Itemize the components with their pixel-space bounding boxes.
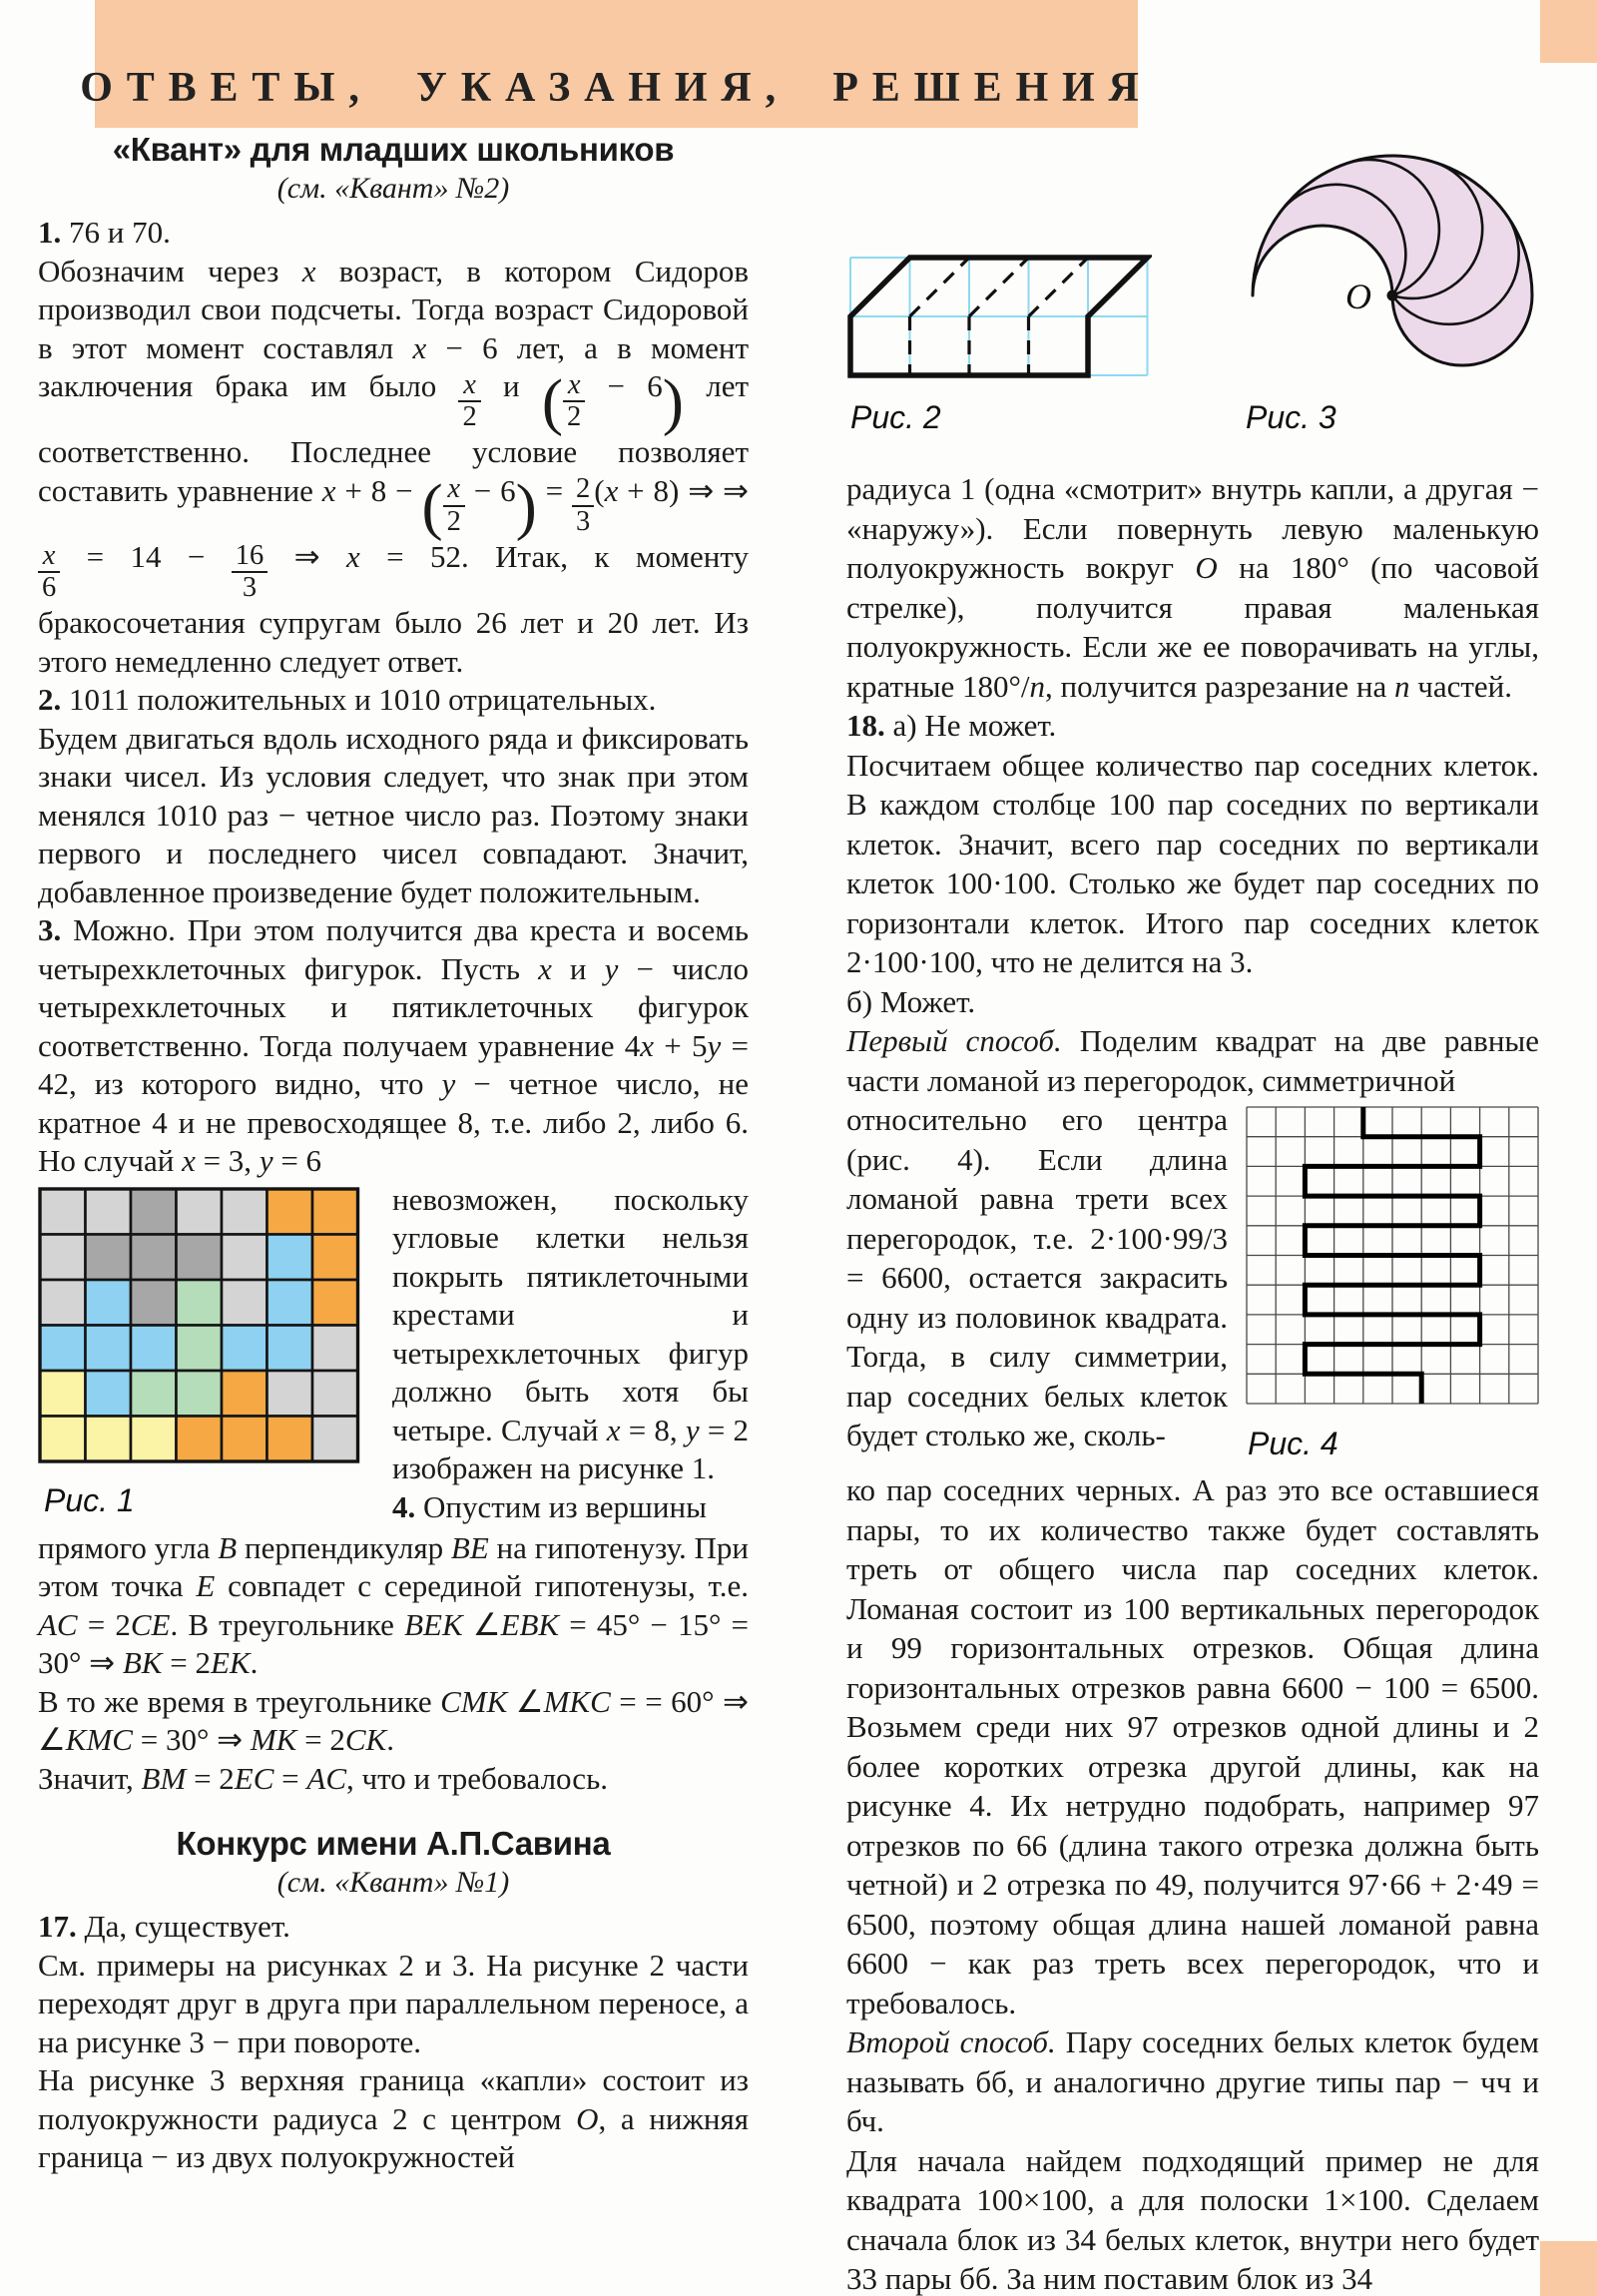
section-subheading-savin-contest: (см. «Квант» №1) [276,1866,510,1900]
answer-18b: б) Может. [846,983,976,1019]
solution-3-part1: 3. Можно. При этом получится два креста и восемь четырехклеточных фигурок. Пусть x и y − число четырехклеточных и пятиклеточных фигурок соответственно. Тогда получаем уравнение 4x + 5y = 42, из которого видно, что y − четное число, не кратное 4 и не превосходящее 8, т.е. либо 2, либо 6. Но случай x = 3, y = 6 [38,912,749,1179]
figures-2-and-3-area [846,140,1539,469]
page-title: ОТВЕТЫ, УКАЗАНИЯ, РЕШЕНИЯ [80,65,1153,111]
left-column [38,130,749,2177]
solution-17-part1: См. примеры на рисунках 2 и 3. На рисунке 2 части переходят друг в друга при параллельном переносе, а на рисунке 3 − при повороте. [38,1947,749,2059]
answer-17: 17. Да, существует. [38,1909,290,1945]
page-header-banner [80,0,1153,128]
svg-text:O: O [1345,277,1371,316]
figure-1-caption: Рис. 1 [44,1481,135,1518]
page-corner-marker-bottom [1540,2241,1597,2296]
right-column [846,140,1539,2296]
solution-17-part3: радиуса 1 (одна «смотрит» внутрь капли, а другая − «наружу»). Если повернуть левую маленькую полуокружность вокруг O на 180° (по часовой стрелке), получится правая маленькая полуокружность. Если же ее поворачивать на углы, кратные 180°/n, получится разрезание на n частей. [846,471,1539,704]
solution-1: Обозначим через x возраст, в котором Сидоров производил свои подсчеты. Тогда возраст Сидоровой в этот момент составлял x − 6 лет, а в момент заключения брака им было $\frac{x}{2}$ и ( $\frac{x}{2}$ − 6) лет соответственно. Последнее условие позволяет составить уравнение x + 8 − ( $\frac{x}{2}$ − 6) = $\frac{2}{3}$ (x + 8) ⇒ ⇒ $\frac{x}{6}$ = 14 − $\frac{16}{3}$ ⇒ x = 52. Итак, к моменту бракосочетания супругам было 26 лет и 20 лет. Из этого немедленно следует ответ. [38,253,750,679]
figure-4-caption: Рис. 4 [1248,1426,1338,1461]
solution-18b-method1-part3: ко пар соседних черных. А раз это все оставшиеся пары, то их количество также будет составлять треть от общего числа пар соседних клеток. Ломаная состоит из 100 вертикальных перегородок и 99 горизонтальных отрезков. Общая длина горизонтальных отрезков равна 6600 − 100 = 6500. Возьмем среди них 97 отрезков одной длины и 2 более коротких отрезка другой длины, как на рисунке 4. Их нетрудно подобрать, например 97 отрезков по 66 (длина такого отрезка должна быть четной) и 2 отрезка по 49, получится 97·66 + 2·49 = 6500, поэтому общая длина нашей ломаной равна 6600 − как раз треть всех перегородок, что и требовалось. [846,1472,1539,2020]
section-subheading-kvant-young: (см. «Квант» №2) [276,172,510,205]
figure-2-diagram [846,254,1152,379]
solution-18b-method1-part2: относительно его центра (рис. 4). Если длина ломаной равна трети всех перегородок, т.е. 2·100·99/3 = 6600, остается закрасить одну из половинок квадрата. Тогда, в силу симметрии, пар соседних белых клеток будет столько же, сколь- [846,1102,1228,1452]
solution-3-part2: невозможен, поскольку угловые клетки нельзя покрыть пятиклеточными крестами и четырехклеточных фигур должно быть хотя бы четыре. Случай x = 8, y = 2 изображен на рисунке 1. 4. Опустим из вершины [392,1181,749,1524]
solution-4-part3: Значит, BM = 2EC = AC, что и требовалось. [38,1760,608,1796]
page-corner-marker-top [1540,0,1597,63]
section-heading-kvant-young: «Квант» для младших школьников [112,131,675,168]
solution-18b-method2-part1: Второй способ. Пару соседних белых клеток будем называть бб, и аналогично другие типы пар − чч и бч. [846,2024,1539,2138]
answer-1: 1. 76 и 70. [38,215,171,250]
figure-4-grid [1244,1104,1541,1407]
solution-17-part2: На рисунке 3 верхняя граница «капли» состоит из полуокружности радиуса 2 с центром O, а нижняя граница − из двух полуокружностей [38,2062,750,2175]
figure-3-caption: Рис. 3 [1246,399,1336,435]
section-heading-savin-contest: Конкурс имени А.П.Савина [176,1825,611,1863]
figure-4 [1244,1104,1539,1462]
solution-18b-method2-part2: Для начала найдем подходящий пример не для квадрата 100×100, а для полоски 1×100. Сделаем сначала блок из 34 белых клеток, внутри него будет 33 пары бб. За ним поставим блок из 34 [846,2142,1539,2296]
answer-2: 2. 1011 положительных и 1010 отрицательных. [38,682,657,718]
answer-18a: 18. а) Не может. [846,708,1057,743]
solution-4-part2: В то же время в треугольнике CMK ∠MKC = = 60° ⇒ ∠KMC = 30° ⇒ MK = 2CK. [38,1683,749,1758]
figure-3-diagram [1243,146,1547,375]
figure-2-caption: Рис. 2 [850,399,941,435]
solution-18b-method1-part1: Первый способ. Поделим квадрат на две равные части ломаной из перегородок, симметричной [846,1023,1539,1098]
solution-4-part1: прямого угла B перпендикуляр BE на гипотенузу. При этом точка E совпадет с серединой гипотенузы, т.е. AC = 2CE. В треугольнике BEK ∠EBK = 45° − 15° = 30° ⇒ BK = 2EK. [38,1529,750,1681]
solution-2: Будем двигаться вдоль исходного ряда и фиксировать знаки чисел. Из условия следует, что знак при этом менялся 1010 раз − четное число раз. Поэтому знаки первого и последнего чисел совпадают. Значит, добавленное произведение будет положительным. [38,720,749,909]
figure-1 [38,1187,359,1519]
figure-1-grid [38,1187,360,1463]
solution-18a: Посчитаем общее количество пар соседних клеток. В каждом столбце 100 пар соседних по вертикали клеток. Значит, всего пар соседних по вертикали клеток 100·100. Столько же будет пар соседних по горизонтали клеток. Итого пар соседних клеток 2·100·100, что не делится на 3. [846,747,1539,979]
